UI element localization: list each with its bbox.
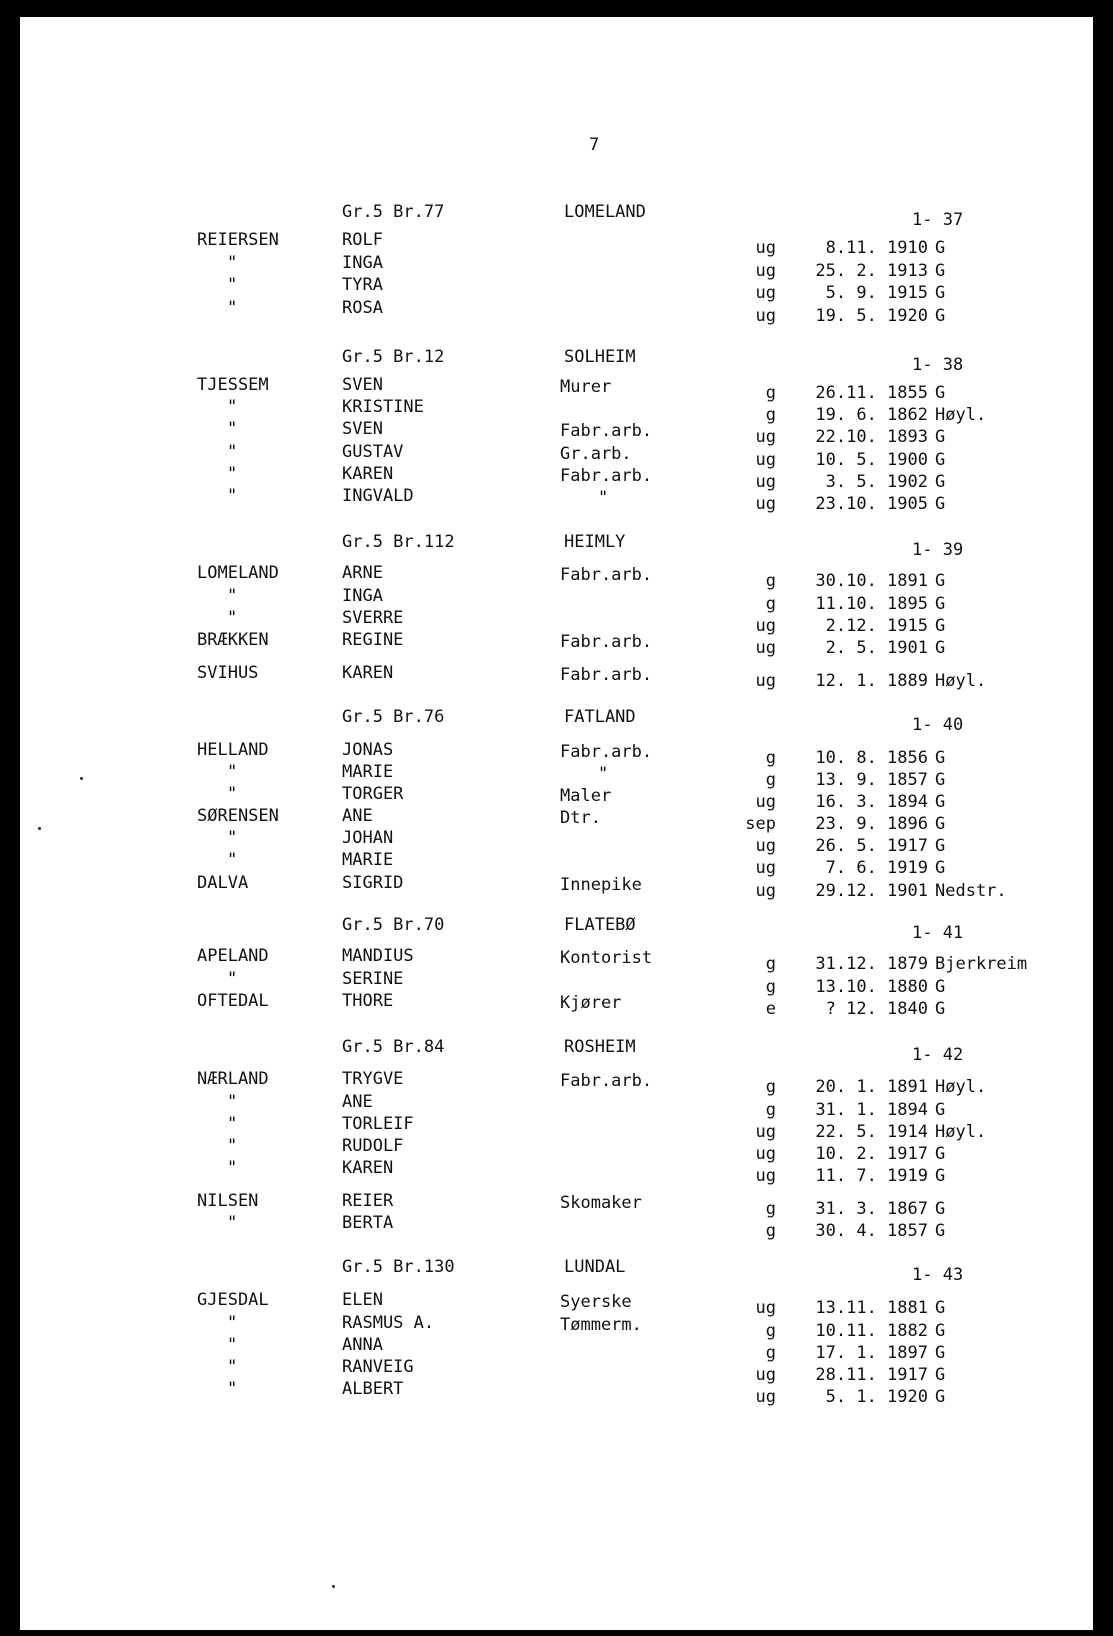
document-page	[20, 17, 1093, 1630]
marital-status: ug	[755, 427, 776, 447]
birth-date: 2.12. 1915	[825, 616, 928, 636]
given-name: RANVEIG	[342, 1357, 414, 1377]
occupation: Tømmerm.	[560, 1315, 642, 1335]
birth-place: G	[935, 1144, 946, 1164]
section-group-ref: Gr.5 Br.76	[342, 707, 445, 727]
birth-date: 13. 9. 1857	[815, 770, 928, 790]
marital-status: ug	[755, 238, 776, 258]
given-name: THORE	[342, 991, 394, 1011]
birth-date: 5. 1. 1920	[825, 1387, 928, 1407]
ditto-mark: "	[227, 1313, 238, 1333]
given-name: RUDOLF	[342, 1136, 404, 1156]
ditto-mark: "	[227, 1213, 238, 1233]
given-name: SIGRID	[342, 873, 404, 893]
occupation: Dtr.	[560, 808, 601, 828]
birth-place: Bjerkreim	[935, 954, 1028, 974]
given-name: KAREN	[342, 1158, 394, 1178]
birth-date: 22. 5. 1914	[815, 1122, 928, 1142]
scan-speck	[80, 777, 83, 780]
birth-date: 8.11. 1910	[825, 238, 928, 258]
birth-place: G	[935, 306, 946, 326]
marital-status: ug	[755, 472, 776, 492]
given-name: ARNE	[342, 563, 383, 583]
birth-date: 11. 7. 1919	[815, 1166, 928, 1186]
ditto-mark: "	[227, 486, 238, 506]
given-name: TRYGVE	[342, 1069, 404, 1089]
birth-date: 26.11. 1855	[815, 383, 928, 403]
birth-date: 28.11. 1917	[815, 1365, 928, 1385]
birth-place: G	[935, 571, 946, 591]
ditto-mark: "	[227, 419, 238, 439]
surname: SVIHUS	[197, 663, 259, 683]
section-number: 1- 37	[912, 210, 964, 230]
birth-place: G	[935, 999, 946, 1019]
birth-date: 26. 5. 1917	[815, 836, 928, 856]
ditto-mark: "	[227, 828, 238, 848]
birth-place: G	[935, 1321, 946, 1341]
birth-date: 13.10. 1880	[815, 977, 928, 997]
given-name: JOHAN	[342, 828, 394, 848]
marital-status: ug	[755, 1387, 776, 1407]
given-name: INGVALD	[342, 486, 414, 506]
occupation: Fabr.arb.	[560, 742, 653, 762]
marital-status: sep	[745, 814, 776, 834]
occupation: Fabr.arb.	[560, 632, 653, 652]
occupation: Fabr.arb.	[560, 665, 653, 685]
ditto-mark: "	[227, 1092, 238, 1112]
surname: GJESDAL	[197, 1290, 269, 1310]
birth-place: G	[935, 383, 946, 403]
birth-place: G	[935, 770, 946, 790]
birth-date: 25. 2. 1913	[815, 261, 928, 281]
section-farm-name: SOLHEIM	[564, 347, 636, 367]
birth-date: 30.10. 1891	[815, 571, 928, 591]
marital-status: ug	[755, 858, 776, 878]
ditto-mark: "	[227, 442, 238, 462]
marital-status: g	[765, 1321, 776, 1341]
ditto-mark: "	[227, 1335, 238, 1355]
birth-place: G	[935, 792, 946, 812]
section-farm-name: HEIMLY	[564, 532, 626, 552]
given-name: TORLEIF	[342, 1114, 414, 1134]
birth-date: 12. 1. 1889	[815, 671, 928, 691]
section-farm-name: LUNDAL	[564, 1257, 626, 1277]
occupation: Maler	[560, 786, 612, 806]
birth-place: Høyl.	[935, 671, 987, 691]
marital-status: g	[765, 1077, 776, 1097]
surname: REIERSEN	[197, 230, 279, 250]
birth-place: G	[935, 814, 946, 834]
ditto-mark: "	[227, 586, 238, 606]
birth-place: Høyl.	[935, 405, 987, 425]
given-name: INGA	[342, 586, 383, 606]
given-name: ANE	[342, 1092, 373, 1112]
birth-date: 7. 6. 1919	[825, 858, 928, 878]
birth-date: 31.12. 1879	[815, 954, 928, 974]
marital-status: ug	[755, 450, 776, 470]
ditto-mark: "	[227, 253, 238, 273]
surname: OFTEDAL	[197, 991, 269, 1011]
given-name: KAREN	[342, 464, 394, 484]
ditto-mark: "	[227, 1379, 238, 1399]
given-name: KAREN	[342, 663, 394, 683]
birth-date: 29.12. 1901	[815, 881, 928, 901]
birth-date: 10.11. 1882	[815, 1321, 928, 1341]
surname: HELLAND	[197, 740, 269, 760]
section-number: 1- 38	[912, 355, 964, 375]
given-name: SVEN	[342, 375, 383, 395]
marital-status: ug	[755, 671, 776, 691]
given-name: ELEN	[342, 1290, 383, 1310]
section-farm-name: ROSHEIM	[564, 1037, 636, 1057]
birth-place: G	[935, 1166, 946, 1186]
marital-status: g	[765, 1199, 776, 1219]
section-group-ref: Gr.5 Br.84	[342, 1037, 445, 1057]
ditto-mark: "	[227, 762, 238, 782]
scan-speck	[38, 827, 41, 830]
marital-status: ug	[755, 1365, 776, 1385]
birth-date: 19. 5. 1920	[815, 306, 928, 326]
marital-status: g	[765, 594, 776, 614]
occupation: "	[598, 488, 609, 508]
marital-status: ug	[755, 638, 776, 658]
given-name: MANDIUS	[342, 946, 414, 966]
ditto-mark: "	[227, 850, 238, 870]
ditto-mark: "	[227, 275, 238, 295]
birth-date: 20. 1. 1891	[815, 1077, 928, 1097]
surname: SØRENSEN	[197, 806, 279, 826]
given-name: RASMUS A.	[342, 1313, 435, 1333]
given-name: ROSA	[342, 298, 383, 318]
section-group-ref: Gr.5 Br.130	[342, 1257, 455, 1277]
birth-date: 22.10. 1893	[815, 427, 928, 447]
birth-place: G	[935, 1343, 946, 1363]
birth-date: 2. 5. 1901	[825, 638, 928, 658]
birth-date: 10. 8. 1856	[815, 748, 928, 768]
birth-place: G	[935, 594, 946, 614]
ditto-mark: "	[227, 1158, 238, 1178]
occupation: Innepike	[560, 875, 642, 895]
given-name: INGA	[342, 253, 383, 273]
surname: TJESSEM	[197, 375, 269, 395]
birth-date: 5. 9. 1915	[825, 283, 928, 303]
given-name: ANNA	[342, 1335, 383, 1355]
marital-status: ug	[755, 1144, 776, 1164]
given-name: JONAS	[342, 740, 394, 760]
given-name: MARIE	[342, 762, 394, 782]
birth-place: G	[935, 638, 946, 658]
marital-status: g	[765, 383, 776, 403]
given-name: TORGER	[342, 784, 404, 804]
occupation: Gr.arb.	[560, 444, 632, 464]
occupation: Fabr.arb.	[560, 565, 653, 585]
birth-date: 16. 3. 1894	[815, 792, 928, 812]
given-name: SVEN	[342, 419, 383, 439]
surname: NÆRLAND	[197, 1069, 269, 1089]
birth-place: Høyl.	[935, 1077, 987, 1097]
surname: DALVA	[197, 873, 249, 893]
section-group-ref: Gr.5 Br.12	[342, 347, 445, 367]
section-farm-name: FLATEBØ	[564, 915, 636, 935]
marital-status: e	[765, 999, 776, 1019]
ditto-mark: "	[227, 1114, 238, 1134]
marital-status: g	[765, 770, 776, 790]
given-name: SVERRE	[342, 608, 404, 628]
birth-place: G	[935, 427, 946, 447]
birth-place: G	[935, 1365, 946, 1385]
marital-status: ug	[755, 1122, 776, 1142]
birth-date: 10. 2. 1917	[815, 1144, 928, 1164]
marital-status: ug	[755, 494, 776, 514]
scan-speck	[332, 1585, 335, 1588]
section-number: 1- 42	[912, 1045, 964, 1065]
marital-status: ug	[755, 616, 776, 636]
birth-place: G	[935, 1387, 946, 1407]
birth-date: 31. 3. 1867	[815, 1199, 928, 1219]
marital-status: g	[765, 405, 776, 425]
marital-status: g	[765, 571, 776, 591]
birth-date: 31. 1. 1894	[815, 1100, 928, 1120]
birth-place: G	[935, 238, 946, 258]
marital-status: ug	[755, 792, 776, 812]
section-farm-name: FATLAND	[564, 707, 636, 727]
given-name: ALBERT	[342, 1379, 404, 1399]
given-name: KRISTINE	[342, 397, 424, 417]
ditto-mark: "	[227, 464, 238, 484]
birth-place: G	[935, 1199, 946, 1219]
birth-date: 23. 9. 1896	[815, 814, 928, 834]
birth-place: G	[935, 1221, 946, 1241]
birth-date: 13.11. 1881	[815, 1298, 928, 1318]
surname: APELAND	[197, 946, 269, 966]
ditto-mark: "	[227, 298, 238, 318]
birth-date: 3. 5. 1902	[825, 472, 928, 492]
marital-status: ug	[755, 261, 776, 281]
marital-status: g	[765, 748, 776, 768]
occupation: Fabr.arb.	[560, 1071, 653, 1091]
marital-status: ug	[755, 306, 776, 326]
occupation: Kjører	[560, 993, 622, 1013]
given-name: REIER	[342, 1191, 394, 1211]
occupation: "	[598, 764, 609, 784]
page-number: 7	[589, 135, 600, 155]
marital-status: g	[765, 977, 776, 997]
given-name: SERINE	[342, 969, 404, 989]
birth-date: 30. 4. 1857	[815, 1221, 928, 1241]
marital-status: g	[765, 1343, 776, 1363]
birth-date: 23.10. 1905	[815, 494, 928, 514]
birth-place: G	[935, 1100, 946, 1120]
given-name: MARIE	[342, 850, 394, 870]
surname: LOMELAND	[197, 563, 279, 583]
birth-place: G	[935, 450, 946, 470]
birth-place: G	[935, 494, 946, 514]
given-name: ANE	[342, 806, 373, 826]
birth-date: 19. 6. 1862	[815, 405, 928, 425]
section-number: 1- 43	[912, 1265, 964, 1285]
birth-date: 10. 5. 1900	[815, 450, 928, 470]
surname: NILSEN	[197, 1191, 259, 1211]
ditto-mark: "	[227, 608, 238, 628]
birth-date: 11.10. 1895	[815, 594, 928, 614]
section-number: 1- 40	[912, 715, 964, 735]
birth-place: G	[935, 616, 946, 636]
section-group-ref: Gr.5 Br.77	[342, 202, 445, 222]
birth-place: G	[935, 858, 946, 878]
birth-place: G	[935, 283, 946, 303]
marital-status: g	[765, 1100, 776, 1120]
marital-status: g	[765, 1221, 776, 1241]
marital-status: g	[765, 954, 776, 974]
birth-place: G	[935, 261, 946, 281]
birth-place: G	[935, 836, 946, 856]
occupation: Kontorist	[560, 948, 653, 968]
marital-status: ug	[755, 1298, 776, 1318]
occupation: Fabr.arb.	[560, 466, 653, 486]
marital-status: ug	[755, 1166, 776, 1186]
given-name: REGINE	[342, 630, 404, 650]
birth-place: G	[935, 977, 946, 997]
section-farm-name: LOMELAND	[564, 202, 646, 222]
occupation: Fabr.arb.	[560, 421, 653, 441]
ditto-mark: "	[227, 1136, 238, 1156]
occupation: Skomaker	[560, 1193, 642, 1213]
ditto-mark: "	[227, 1357, 238, 1377]
occupation: Murer	[560, 377, 612, 397]
given-name: TYRA	[342, 275, 383, 295]
birth-place: G	[935, 472, 946, 492]
given-name: GUSTAV	[342, 442, 404, 462]
section-group-ref: Gr.5 Br.70	[342, 915, 445, 935]
given-name: BERTA	[342, 1213, 394, 1233]
marital-status: ug	[755, 881, 776, 901]
birth-date: ? 12. 1840	[825, 999, 928, 1019]
surname: BRÆKKEN	[197, 630, 269, 650]
ditto-mark: "	[227, 397, 238, 417]
birth-place: G	[935, 1298, 946, 1318]
section-number: 1- 41	[912, 923, 964, 943]
birth-date: 17. 1. 1897	[815, 1343, 928, 1363]
section-number: 1- 39	[912, 540, 964, 560]
occupation: Syerske	[560, 1292, 632, 1312]
marital-status: ug	[755, 836, 776, 856]
birth-place: G	[935, 748, 946, 768]
given-name: ROLF	[342, 230, 383, 250]
marital-status: ug	[755, 283, 776, 303]
ditto-mark: "	[227, 784, 238, 804]
section-group-ref: Gr.5 Br.112	[342, 532, 455, 552]
birth-place: Nedstr.	[935, 881, 1007, 901]
birth-place: Høyl.	[935, 1122, 987, 1142]
ditto-mark: "	[227, 969, 238, 989]
